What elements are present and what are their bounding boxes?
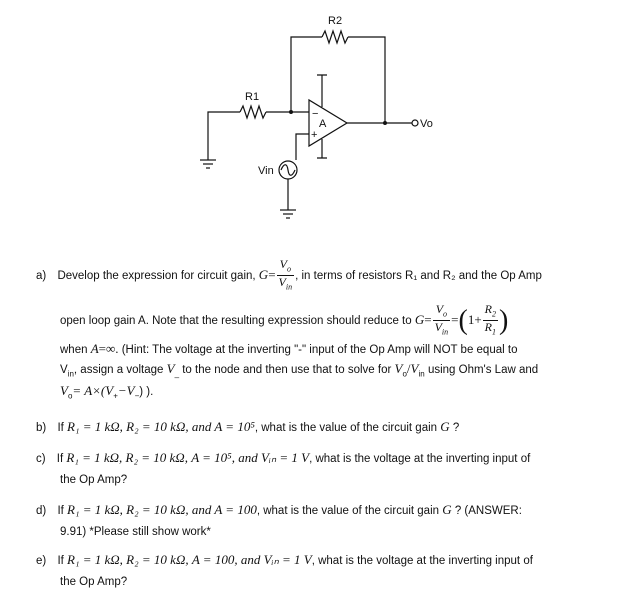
question-e-text2: the Op Amp?: [60, 576, 128, 588]
plus-label: +: [311, 129, 318, 141]
question-a-hint: (Hint: The voltage at the inverting "-" input of the Op Amp will NOT be equal to: [118, 344, 518, 356]
inverting-node-dot: [289, 110, 293, 114]
question-a-A: A: [90, 341, 99, 356]
right-paren: ): [499, 304, 509, 336]
question-a-vminus: V: [166, 361, 175, 376]
reduced-fraction: [433, 303, 451, 339]
gain-fraction: [277, 258, 295, 294]
resistor-ratio: [483, 303, 498, 339]
question-a-vminus-sub: _: [174, 369, 180, 379]
reduced-equals-2: =: [451, 311, 459, 327]
question-b-qmark: ?: [452, 422, 460, 434]
question-a-vin: V: [60, 364, 68, 376]
question-c-letter: c): [36, 453, 46, 465]
question-c-math: R₁ = 1 kΩ, R₂ = 10 kΩ, A = 10⁵, and Vᵢₙ = 1 V: [66, 450, 310, 465]
question-a-eq-minus-sub: −: [134, 391, 140, 401]
ratio-num-sub: 2: [492, 309, 497, 319]
reduced-num-sub: o: [443, 309, 448, 319]
question-e-if: If: [57, 555, 64, 567]
gain-num: V: [279, 257, 287, 271]
question-a-eq-end: ) ).: [139, 386, 154, 398]
question-a-ohm: using Ohm's Law and: [427, 364, 539, 376]
question-e-line1: [36, 553, 533, 568]
question-c-text: , what is the voltage at the inverting input of: [309, 453, 531, 465]
question-b-g: G: [440, 419, 450, 434]
reduced-den: V: [434, 320, 442, 335]
gain-den: V: [278, 275, 286, 290]
ground-symbol-left: [200, 160, 216, 168]
r2-label: R2: [328, 15, 343, 27]
question-a-slash: /: [406, 361, 411, 376]
question-b-math: R₁ = 1 kΩ, R₂ = 10 kΩ, and A = 10⁵: [67, 419, 255, 434]
reduced-num: V: [435, 302, 444, 316]
question-d-g: G: [442, 502, 452, 517]
ratio-num: R: [484, 302, 493, 316]
question-a-eq-minus: −V: [117, 383, 135, 398]
question-a-vo-sub: o: [402, 369, 407, 379]
question-e-letter: e): [36, 555, 47, 567]
question-a-line3: [60, 342, 517, 357]
reduced-gain-symbol: G: [414, 311, 425, 327]
question-d-if: If: [57, 505, 64, 517]
question-a-node-text: to the node and then use that to solve for: [182, 364, 392, 376]
question-a-eq-vo-sub: o: [67, 391, 73, 401]
ratio-den-sub: 1: [492, 327, 497, 337]
question-a-line5: [60, 384, 153, 403]
question-a-vin2-sub: in: [418, 369, 425, 379]
ground-wire-left: [208, 112, 240, 160]
question-a-vin-sub: in: [67, 369, 74, 379]
question-a-text1: Develop the expression for circuit gain,: [57, 269, 256, 282]
question-a-vin2: V: [410, 361, 419, 376]
vin-label: Vin: [258, 165, 274, 177]
question-c-text2: the Op Amp?: [60, 474, 128, 486]
gain-den-sub: in: [285, 282, 293, 292]
r1-label: R1: [245, 91, 260, 103]
r1-resistor: [240, 106, 266, 118]
question-a-text3: open loop gain A. Note that the resulting expression should reduce to: [60, 314, 412, 327]
question-a-when: when: [60, 344, 88, 356]
question-e-line2: [60, 575, 127, 589]
left-paren: (: [458, 304, 468, 336]
one-plus: 1+: [467, 311, 482, 327]
question-b-if: If: [57, 422, 64, 434]
question-e-math: R₁ = 1 kΩ, R₂ = 10 kΩ, A = 100, and Vᵢₙ = 1 V: [67, 552, 312, 567]
question-a-vo: V: [394, 361, 403, 376]
noninverting-input-wire: [296, 134, 309, 160]
question-a-assign: , assign a voltage: [73, 364, 164, 376]
minus-label: −: [312, 108, 319, 120]
question-a-eq-plus-sub: +: [113, 391, 118, 401]
question-d-letter: d): [36, 505, 47, 517]
gain-symbol: G: [258, 266, 269, 282]
amp-label: A: [319, 118, 327, 130]
question-a-infinity: =∞.: [98, 341, 119, 356]
op-amp-upper-rail: [317, 75, 327, 107]
ratio-den: R: [484, 320, 493, 335]
reduced-den-sub: in: [441, 327, 449, 337]
question-a-line4: [60, 362, 538, 381]
question-a-letter: a): [36, 269, 47, 282]
question-d-math: R₁ = 1 kΩ, R₂ = 10 kΩ, and A = 100: [67, 502, 257, 517]
question-e-text: , what is the voltage at the inverting input of: [311, 555, 533, 567]
question-d-answer-label: ? (ANSWER:: [454, 505, 522, 517]
feedback-wire-right: [348, 37, 385, 123]
reduced-equals: =: [424, 311, 432, 327]
question-c-line1: [36, 451, 530, 466]
vin-source-wave: [281, 165, 295, 176]
vo-terminal: [412, 120, 418, 126]
circuit-diagram: [0, 0, 618, 240]
ground-symbol-bottom: [280, 210, 296, 218]
gain-num-sub: o: [286, 264, 291, 274]
question-a-eq-vo: V: [60, 383, 68, 398]
question-c-if: If: [56, 453, 64, 465]
question-b-letter: b): [36, 422, 47, 434]
question-d-line1: [36, 503, 522, 518]
question-a-text2: , in terms of resistors R₁ and R₂ and the Op Amp: [295, 269, 542, 282]
question-b: [36, 420, 459, 435]
vo-label: Vo: [420, 118, 433, 130]
question-d-line2: [60, 525, 211, 539]
r2-resistor: [322, 31, 348, 43]
question-a-line1: [36, 258, 542, 294]
equals-sign: =: [268, 266, 276, 282]
question-d-text: , what is the value of the circuit gain: [256, 505, 440, 517]
op-amp-lower-rail: [317, 139, 327, 158]
question-a-eq-mid: = A×(V: [72, 383, 114, 398]
question-d-answer: 9.91) *Please still show work*: [60, 526, 211, 538]
question-b-text: , what is the value of the circuit gain: [254, 422, 438, 434]
question-c-line2: [60, 473, 127, 487]
question-a-line2: [60, 303, 508, 339]
output-node-dot: [383, 121, 387, 125]
